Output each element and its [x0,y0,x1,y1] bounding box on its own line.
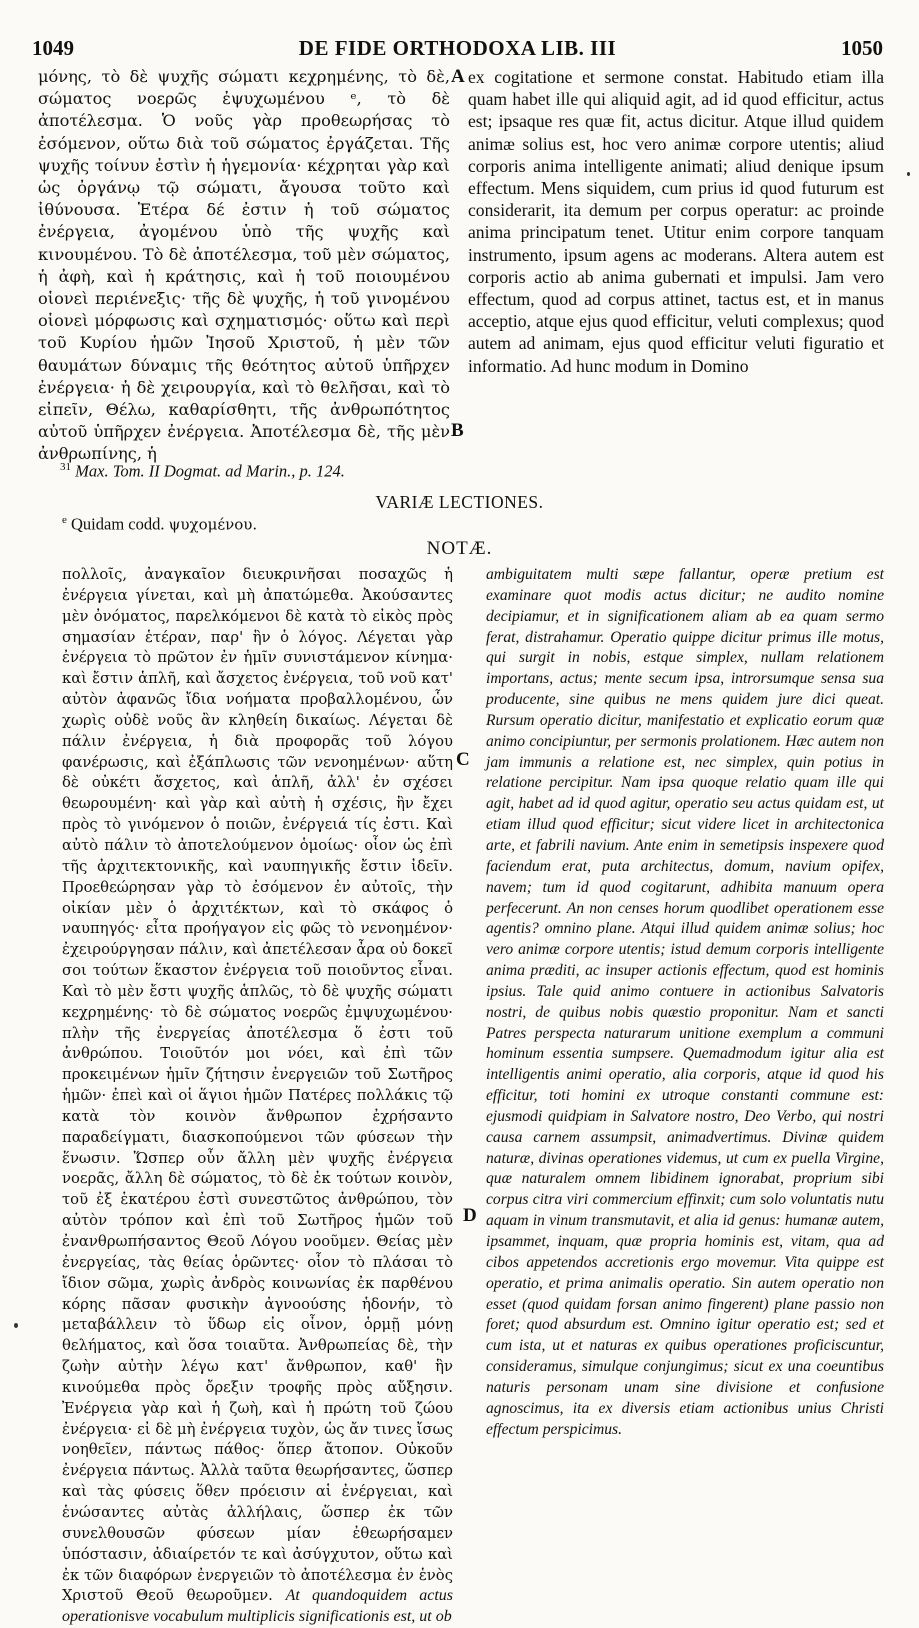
margin-marker-a: A [451,66,465,87]
variae-lectiones-heading: VARIÆ LECTIONES. [375,492,544,512]
lower-greek-column [62,565,453,1628]
footnote-variant-text: Quidam codd. [71,514,165,534]
running-head [32,36,883,66]
margin-marker-d: D [463,1205,477,1226]
footnote-variant-mark: e [62,514,67,526]
margin-marker-c: C [456,749,470,770]
ink-speck [907,172,910,176]
lower-greek-text: πολλοῖς, ἀναγκαῖον διευκρινῆσαι ποσαχῶς ἡ ἐνέργεια γίνεται, καὶ μὴ ἀπατώμεθα. Ἀκούσαντες μὲν ὀνόματος, παρελκόμενοι δὲ κατὰ τὸ εἰκὸς πρὸς σημασίαν ἑτέραν, παρ' ἣν ὁ λόγος. Λέγεται γὰρ ἐνέργεια τὸ πρῶτον ἐν ἡμῖν συνιστάμενον κίνημα· καὶ ἔστιν ἁπλῆ, καὶ ἄσχετος ἐνέργεια, τοῦ νοῦ κατ' αὐτὸν ἀφανῶς ἴδια νοήματα προβαλλομένου, ὧν χωρὶς οὐδὲ νοῦς ἂν κληθείη δικαίως. Λέγεται δὲ πάλιν ἐνέργεια, ἡ διὰ προφορᾶς τοῦ λόγου φανέρωσις, καὶ ἐξάπλωσις τῶν νενοημένων· αὕτη δὲ οὐκέτι ἄσχετος, καὶ ἁπλῆ, ἀλλ' ἐν σχέσει θεωρουμένη· καὶ γὰρ καὶ αὐτὴ ἡ σχέσις, ἣν ἔχει πρὸς τὸ γινόμενον ὁ ποιῶν, ἐνέργειά τίς ἐστι. Καὶ αὐτὸ πάλιν τὸ ἀποτελούμενον ὁμοίως· οἷον ὡς ἐπὶ τῆς ἀρχιτεκτονικῆς, καὶ ναυπηγικῆς ἔστιν ἰδεῖν. Προεθεώρησαν γὰρ τὸ ἐσόμενον ἐν αὐτοῖς, τὴν οἰκίαν μὲν ὁ ἀρχιτέκτων, καὶ τὸ σκάφος ὁ ναυπηγός· εἶτα προήγαγον εἰς φῶς τὸ νενοημένον· ἐχειρούργησαν πάλιν, καὶ ἀπετέλεσαν ἆρα οὐ δοκεῖ σοι τούτων ἕκαστον ἐνέργεια τοῦ ποιοῦντος εἶναι. Καὶ τὸ μὲν ἔστι ψυχῆς ἁπλῶς, τὸ δὲ ψυχῆς σώματι κεχρημένης· τὸ δὲ σώματος νοερῶς ἐμψυχωμένου· πλὴν τῆς ἐνεργείας ἀποτέλεσμα ὅ ἐστι τοῦ ἀνθρώπου. Τοιοῦτόν μοι νόει, καὶ ἐπὶ τῶν προκειμένων ἡμῖν ζήτησιν ἐνεργειῶν τοῦ Σωτῆρος ἡμῶν· ἐπεὶ καὶ οἱ ἅγιοι ἡμῶν Πατέρες πολλάκις τῷ κατὰ τὸν κοινὸν ἄνθρωπον ἐχρήσαντο παραδείγματι, διασκοπούμενοι τῶν φύσεων τὴν ἕνωσιν. Ὥσπερ οὖν ἄλλη μὲν ψυχῆς ἐνέργεια νοερᾶς, ἄλλη δὲ σώματος, τὸ δὲ ἐκ τούτων κοινὸν, τοῦ ἐξ ἑκατέρου ἐστὶ συνεστῶτος ἀνθρώπου, τὸν αὐτὸν τρόπον καὶ ἐπὶ τοῦ Σωτῆρος ἡμῶν τοῦ ἐνανθρωπήσαντος Θεοῦ Λόγου νοοῦμεν. Θείας μὲν ἐνεργείας, τὰς θείας ὁρῶντες· οἷον τὸ πλάσαι τὸ ἴδιον σῶμα, χωρὶς ἀνδρὸς κοινωνίας ἐκ παρθένου κόρης πᾶσαν φυσικὴν ἀγνοούσης ἡδονήν, τὸ μεταβάλλειν τὸ ὕδωρ εἰς οἶνον, ὁρμῇ μόνῃ θελήματος, καὶ ὅσα τοιαῦτα. Ἀνθρωπείας δὲ, τὴν ζωὴν αὐτὴν λέγω κατ' ἄνθρωπον, καθ' ἣν κινούμεθα πρὸς ὄρεξιν τροφῆς πρὸς αὔξησιν. Ἐνέργεια γὰρ καὶ ἡ ζωὴ, καὶ ἡ πρώτη τοῦ ζώου ἐνέργεια· εἰ δὲ μὴ ἐνέργεια τυχὸν, ὡς ἄν τινες ἴσως νοηθεῖεν, πάντως πάθος· ὅπερ ἄτοπον. Οὐκοῦν ἐνέργεια πάντως. Ἀλλὰ ταῦτα θεωρήσαντες, ὥσπερ καὶ τὰς φύσεις ὅθεν πρόεισιν αἱ ἐνέργειαι, καὶ ἑνώσαντες αὐτὰς ἀλλήλαις, ὥσπερ ἐκ τῶν συνελθουσῶν φύσεων μίαν ἐθεωρήσαμεν ὑπόστασιν, ἀδιαίρετόν τε καὶ ἀσύγχυτον, οὕτω καὶ ἐκ τῶν διαφόρων ἐνεργειῶν τὸ ἀποτέλεσμα ἐν ἑνὸς Χριστοῦ Θεοῦ θεωροῦμεν. [62,566,453,1605]
lower-latin-text: ambiguitatem multi sæpe fallantur, operæ pretium est examinare quot modis actus dicitur; ne audito nomine decipiamur, et in significationem aliam ab ea quam sermo ferat, distrahamur. Operatio quippe dicitur primus ille motus, qui surgit in nobis, estque simplex, nullam relationem importans, actus; mente secum ipsa, introrsumque sensa sua producente, sine quibus ne mens quidem jure dici queat. Rursum operatio dicitur, manifestatio et explicatio eorum quæ animo concipiuntur, per sermonis prolationem. Hæc autem non jam immunis a relatione est, nec simplex, quin potius in relatione percipitur. Nam ipsa quoque relatio quam ille qui agit, habet ad id quod agitur, operatio seu actus quidam est, ut etiam illud quod efficitur; sicut videre licet in architectonica arte, et fabrili navium. Ante enim in semetipsis inspexere quod faciendum erat, puta architectus, domum, navium opifex, navem; tum id quod cogitarunt, adhibita manuum opera perfecerunt. An non censes horum quodlibet operationem esse agentis? omnino plane. Atqui illud quidem animæ solius; hoc vero animæ corpore utentis; istud demum corporis intelligente anima præditi, ac insuper actionis effectum, quod est hominis ipsius. Tale quid animo contuere in actionibus Salvatoris nostri, de quibus nobis quæstio proponitur. Nam et sancti Patres perspecta naturarum unitione exemplum a communi hominum essentia sumpsere. Quemadmodum igitur alia est intelligentis animi operatio, alia corporis, atque id quod his efficitur, toti homini ex utroque constanti commune est: ejusmodi quidpiam in Salvatore nostro, Deo Verbo, qui nostri causa carnem assumpsit, animadvertimus. Divinæ quidem naturæ, divinas operationes videmus, ut cum ex puella Virgine, quæ naturalem omnem libidinem ignorabat, proprium sibi corpus citra viri commercium effinxit; cum solo voluntatis nutu aquam in vinum transmutavit, et alia id genus: humanæ autem, ipsammet, inquam, quæ propria hominis est, vitam, qua ad cibos appetendos accretionis ergo movemur. Vita quippe est operatio, et prima animalis operatio. Sin autem operatio non esset (quod quidam forsan animo fingerent) plane passio non foret; quod absurdum est. Omnino igitur operatio est; sed et cum ista, ut et naturas ex quibus operationes proficiscuntur, consideramus, simulque conjungimus; sicut ex una coeuntibus naturis personam unam sine divisione et confusione agnoscimus, ita ex diversis etiam actionibus unius Christi effectum perspicimus. [486,566,884,1438]
page-number-left: 1049 [32,36,74,60]
footnote-variant [62,514,257,535]
upper-greek-column [38,66,450,466]
footnote-ref-number: 31 [60,461,71,473]
upper-latin-text: ex cogitatione et sermone constat. Habitudo etiam illa quam habet ille qui aliquid agit, ad id quod efficitur, actus est; ipsaque res quæ fit, actus dicitur. Atque illud quidem animæ solius est, hoc vero animæ corpore utentis; aliud corporis anima intelligente animati; aliud denique ipsum effectum. Mens siquidem, cum prius id quod futurum est considerarit, ita demum per corpus operatur: ac proinde anima principatum tenet. Utitur enim corpore tanquam instrumento, ipsum agens ac moderans. Altera autem est corporis actio ab anima gubernati et impulsi. Jam vero effectum, quod ad corpus attinet, tactus est, et in manus acceptio, atque ejus quod efficitur, veluti complexus; quod autem ad animam, ejus quod efficitur veluti figuratio et informatio. Ad hunc modum in Domino [468,67,884,376]
footnote-ref-text: Max. Tom. II Dogmat. ad Marin., p. 124. [75,461,345,481]
upper-greek-text: μόνης, τὸ δὲ ψυχῆς σώματι κεχρημένης, τὸ δὲ, σώματος νοερῶς ἐψυχωμένου ᵉ, τὸ δὲ ἀποτέλεσμα. Ὁ νοῦς γὰρ προθεωρήσας τὸ ἐσόμενον, οὕτω διὰ τοῦ σώματος ἐργάζεται. Τῆς ψυχῆς τοίνυν ἐστὶν ἡ ἡγεμονία· κέχρηται γὰρ καὶ ὡς ὀργάνῳ τῷ σώματι, ἄγουσα τοῦτο καὶ ἰθύνουσα. Ἑτέρα δέ ἐστιν ἡ τοῦ σώματος ἐνέργεια, ἀγομένου ὑπὸ τῆς ψυχῆς καὶ κινουμένου. Τὸ δὲ ἀποτέλεσμα, τοῦ μὲν σώματος, ἡ ἀφὴ, καὶ ἡ κράτησις, καὶ ἡ τοῦ ποιουμένου οἱονεὶ περιένεξις· τῆς δὲ ψυχῆς, ἡ τοῦ γινομένου οἱονεὶ μόρφωσις καὶ σχηματισμός· οὕτω καὶ περὶ τοῦ Κυρίου ἡμῶν Ἰησοῦ Χριστοῦ, ἡ μὲν τῶν θαυμάτων δύναμις τῆς θεότητος αὐτοῦ ὑπῆρχεν ἐνέργεια· ἡ δὲ χειρουργία, καὶ τὸ θελῆσαι, καὶ τὸ εἰπεῖν, Θέλω, καθαρίσθητι, τῆς ἀνθρωπότητος αὐτοῦ ὑπῆρχεν ἐνέργεια. Ἀποτέλεσμα δὲ, τῆς μὲν ἀνθρωπίνης, ἡ [38,67,450,464]
lower-latin-notes-column [486,565,884,1440]
page-number-right: 1050 [841,36,883,60]
footnote-variant-greek: ψυχομένου. [168,515,258,534]
lower-greek-paragraph [62,565,453,1628]
ink-speck [14,1323,18,1328]
notae-heading: NOTÆ. [426,538,493,559]
margin-marker-b: B [451,420,464,441]
upper-latin-column [468,66,884,377]
running-title: DE FIDE ORTHODOXA LIB. III [298,36,617,60]
footnote-reference [60,461,345,482]
lower-latin-tail: At quandoquidem actus operationisve vocabulum multiplicis significationis est, ut ob [62,1587,453,1626]
